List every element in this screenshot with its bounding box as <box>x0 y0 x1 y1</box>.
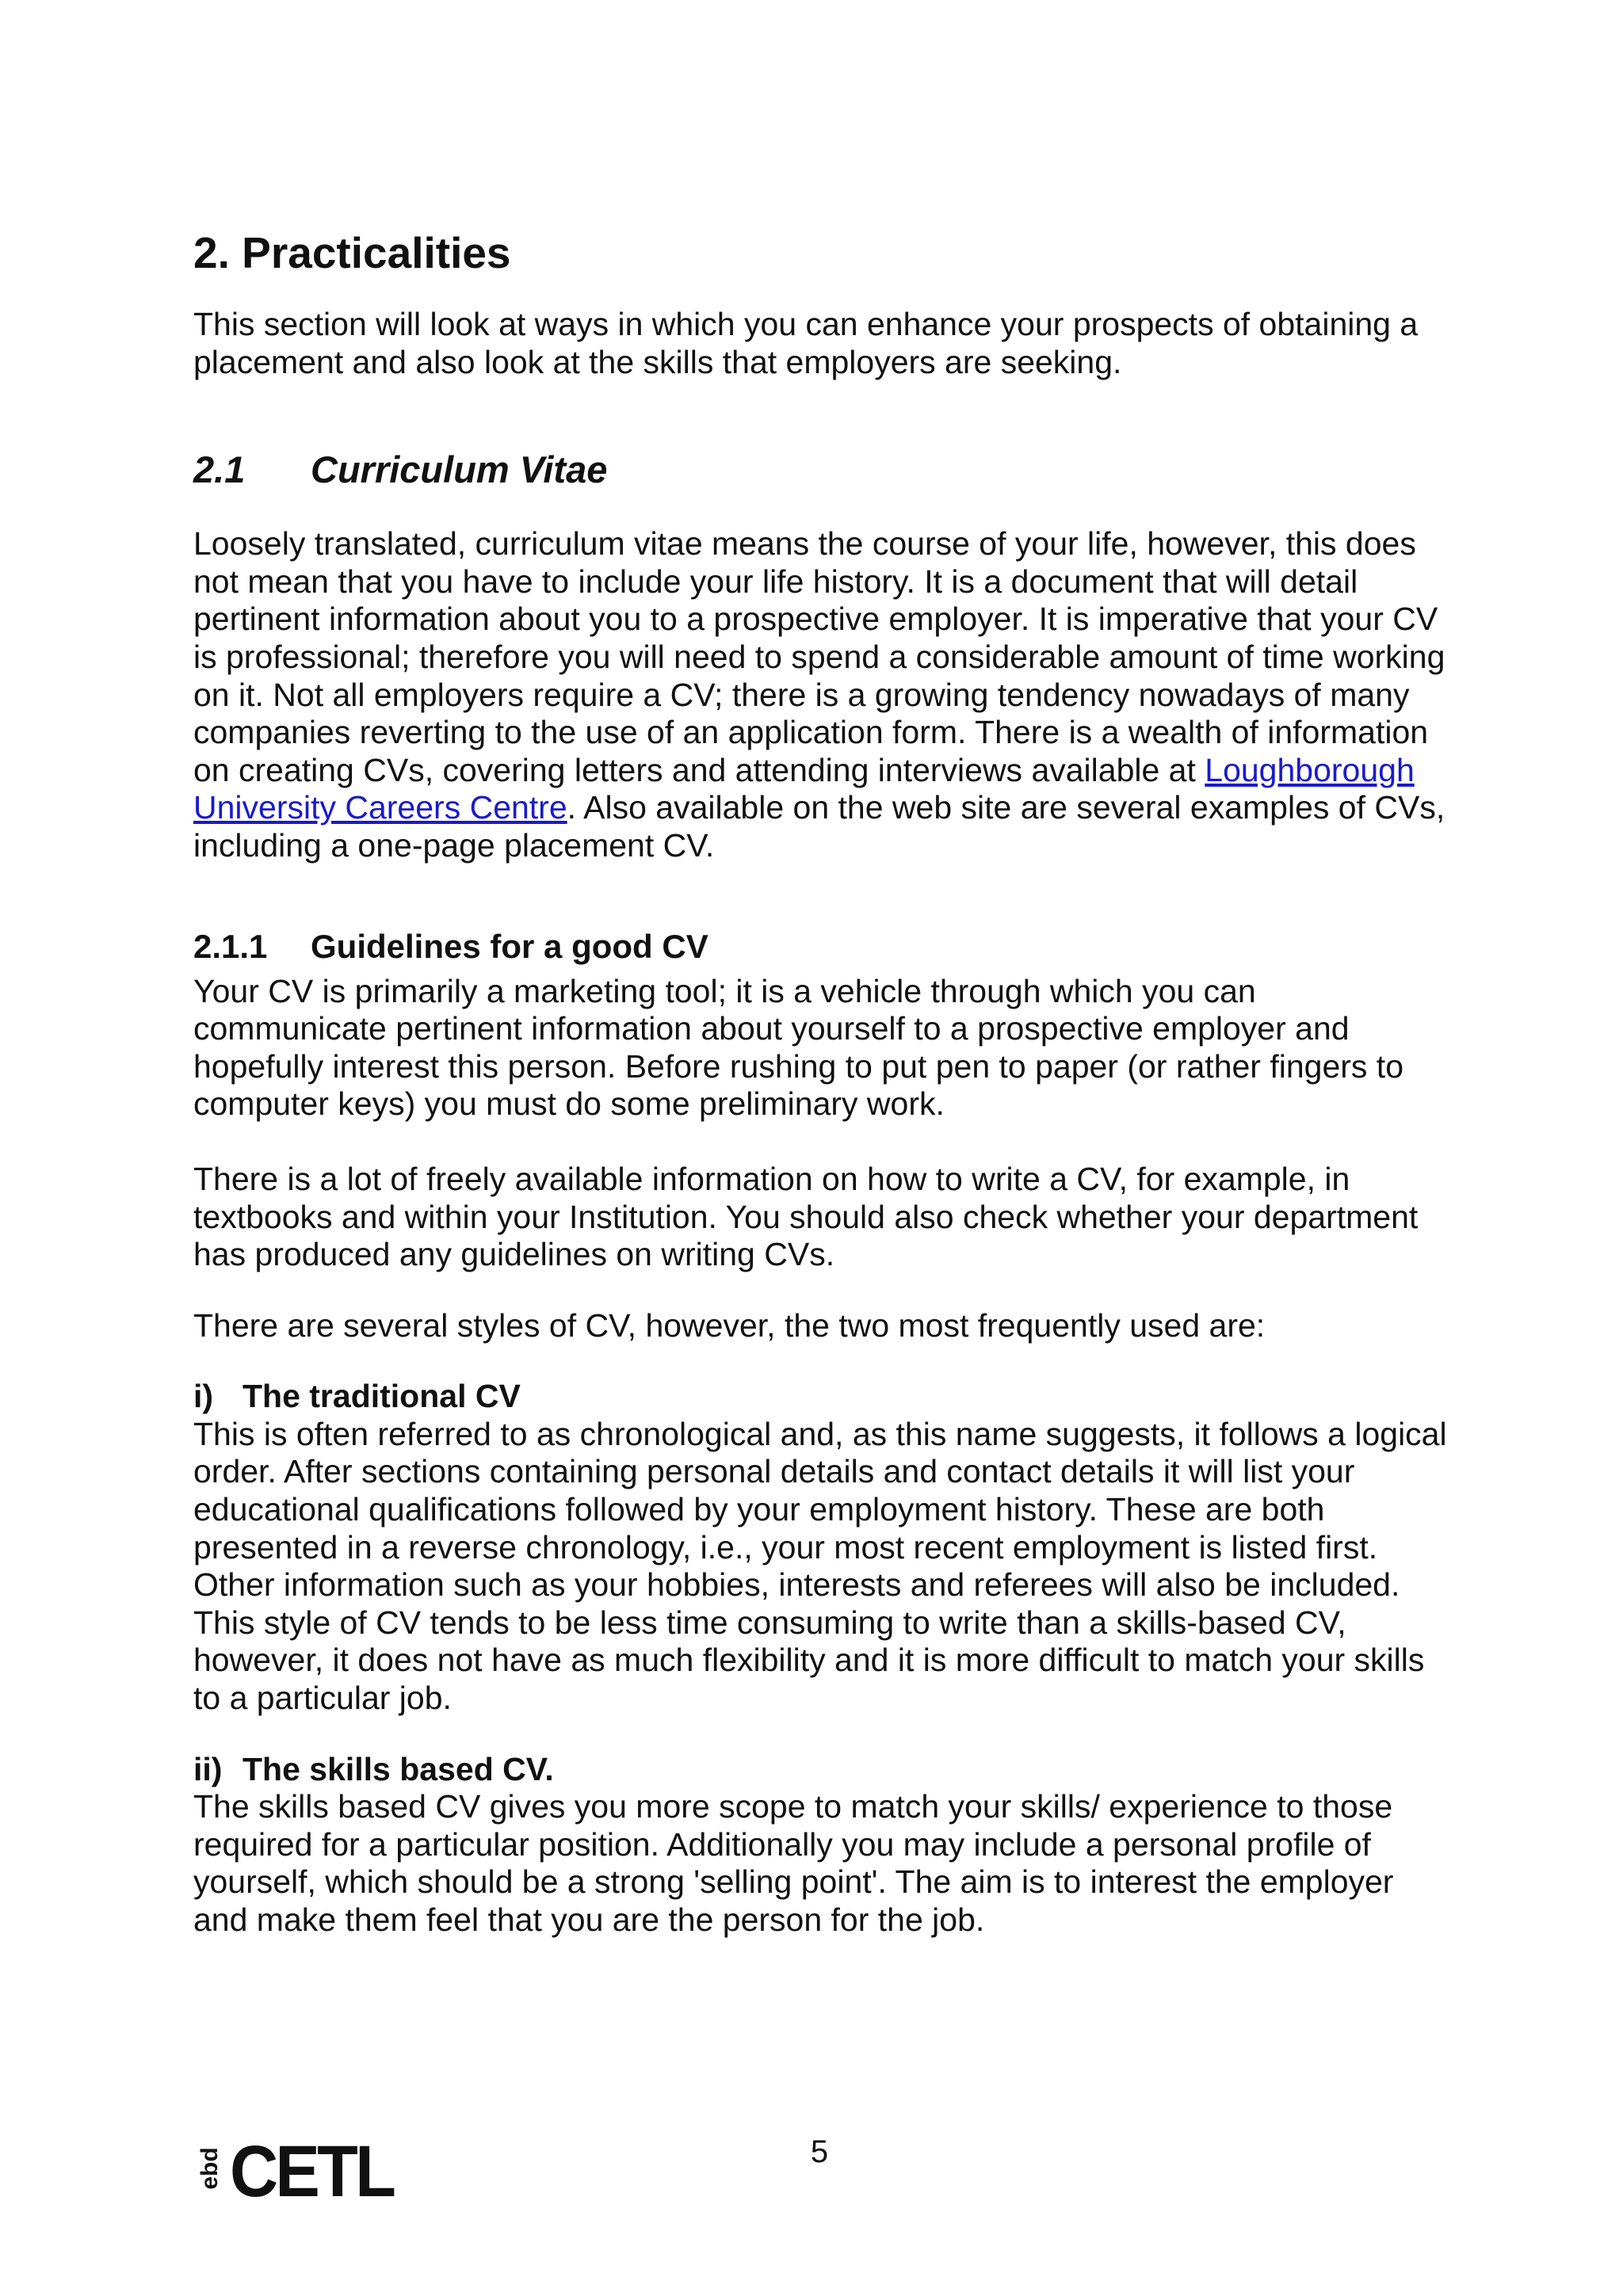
logo-main-text: CETL <box>230 2130 394 2212</box>
cv-style-traditional <box>193 1378 1453 1717</box>
cv-style-heading <box>193 1751 1453 1789</box>
subsection-2-1-1-number: 2.1.1 <box>193 927 268 965</box>
cv-style-heading <box>193 1378 1453 1416</box>
logo-small-text: ebd <box>197 2147 223 2190</box>
guidelines-paragraph-1: Your CV is primarily a marketing tool; it is a vehicle through which you can communicate pertinent information about yourself to a prospective employer and hopefully interest this person. Before rushing to put pen to paper (or rather fingers to computer keys) you must do some preliminary work. <box>193 972 1403 1123</box>
section-title: 2. Practicalities <box>193 228 511 277</box>
subsection-2-1-heading <box>193 444 1453 495</box>
cv-paragraph <box>193 525 1453 864</box>
cv-style-marker: ii) <box>193 1750 223 1787</box>
subsection-2-1-1-title: Guidelines for a good CV <box>311 927 708 965</box>
cv-style-marker: i) <box>193 1378 214 1415</box>
subsection-2-1-title: Curriculum Vitae <box>311 448 608 491</box>
cv-style-text: This is often referred to as chronological and, as this name suggests, it follows a logical order. After sections containing personal details and contact details it will list your educational qualifications followed by your employment history. These are both presented in a reverse chronology, i.e., your most recent employment is listed first. Other information such as your hobbies, interests and referees will also be included. This style of CV tends to be less time consuming to write than a skills-based CV, however, it does not have as much flexibility and it is more difficult to match your skills to a particular job. <box>193 1415 1447 1717</box>
cv-paragraph-text-end: . Also available on the web site are several examples of CVs, including a one-page placement CV. <box>193 789 1445 864</box>
cv-style-text: The skills based CV gives you more scope to match your skills/ experience to those required for a particular position. Additionally you may include a personal profile of yourself, which should be a strong 'selling point'. The aim is to interest the employer and make them feel that you are the person for the job. <box>193 1788 1394 1938</box>
page-content <box>193 223 1453 1939</box>
careers-centre-link[interactable]: Loughborough University Careers Centre <box>193 751 1415 826</box>
guidelines-paragraph-2: There is a lot of freely available information on how to write a CV, for example, in textbooks and within your Institution. You should also check whether your department has produced any guidelines on writing CVs. <box>193 1160 1419 1273</box>
cetl-logo <box>193 2130 394 2212</box>
cv-style-title: The skills based CV. <box>242 1750 554 1787</box>
subsection-2-1-number: 2.1 <box>193 448 246 491</box>
cv-style-skills <box>193 1751 1453 1939</box>
cv-style-title: The traditional CV <box>242 1378 521 1415</box>
cetl-logo-graphic <box>193 2130 394 2212</box>
page-number: 5 <box>810 2134 829 2169</box>
subsection-2-1-1-heading <box>193 925 1453 968</box>
cv-paragraph-text: Loosely translated, curriculum vitae means the course of your life, however, this does not mean that you have to include your life history. It is a document that will detail pertinent information about you to a prospective employer. It is imperative that your CV is professional; therefore you will need to spend a considerable amount of time working on it. Not all employers require a CV; there is a growing tendency nowadays of many companies reverting to the use of an application form. There is a wealth of information on creating CVs, covering letters and attending interviews available at <box>193 525 1445 788</box>
guidelines-paragraph-3: There are several styles of CV, however, the two most frequently used are: <box>193 1306 1266 1344</box>
section-intro: This section will look at ways in which you can enhance your prospects of obtaining a placement and also look at the skills that employers are seeking. <box>193 306 1419 380</box>
